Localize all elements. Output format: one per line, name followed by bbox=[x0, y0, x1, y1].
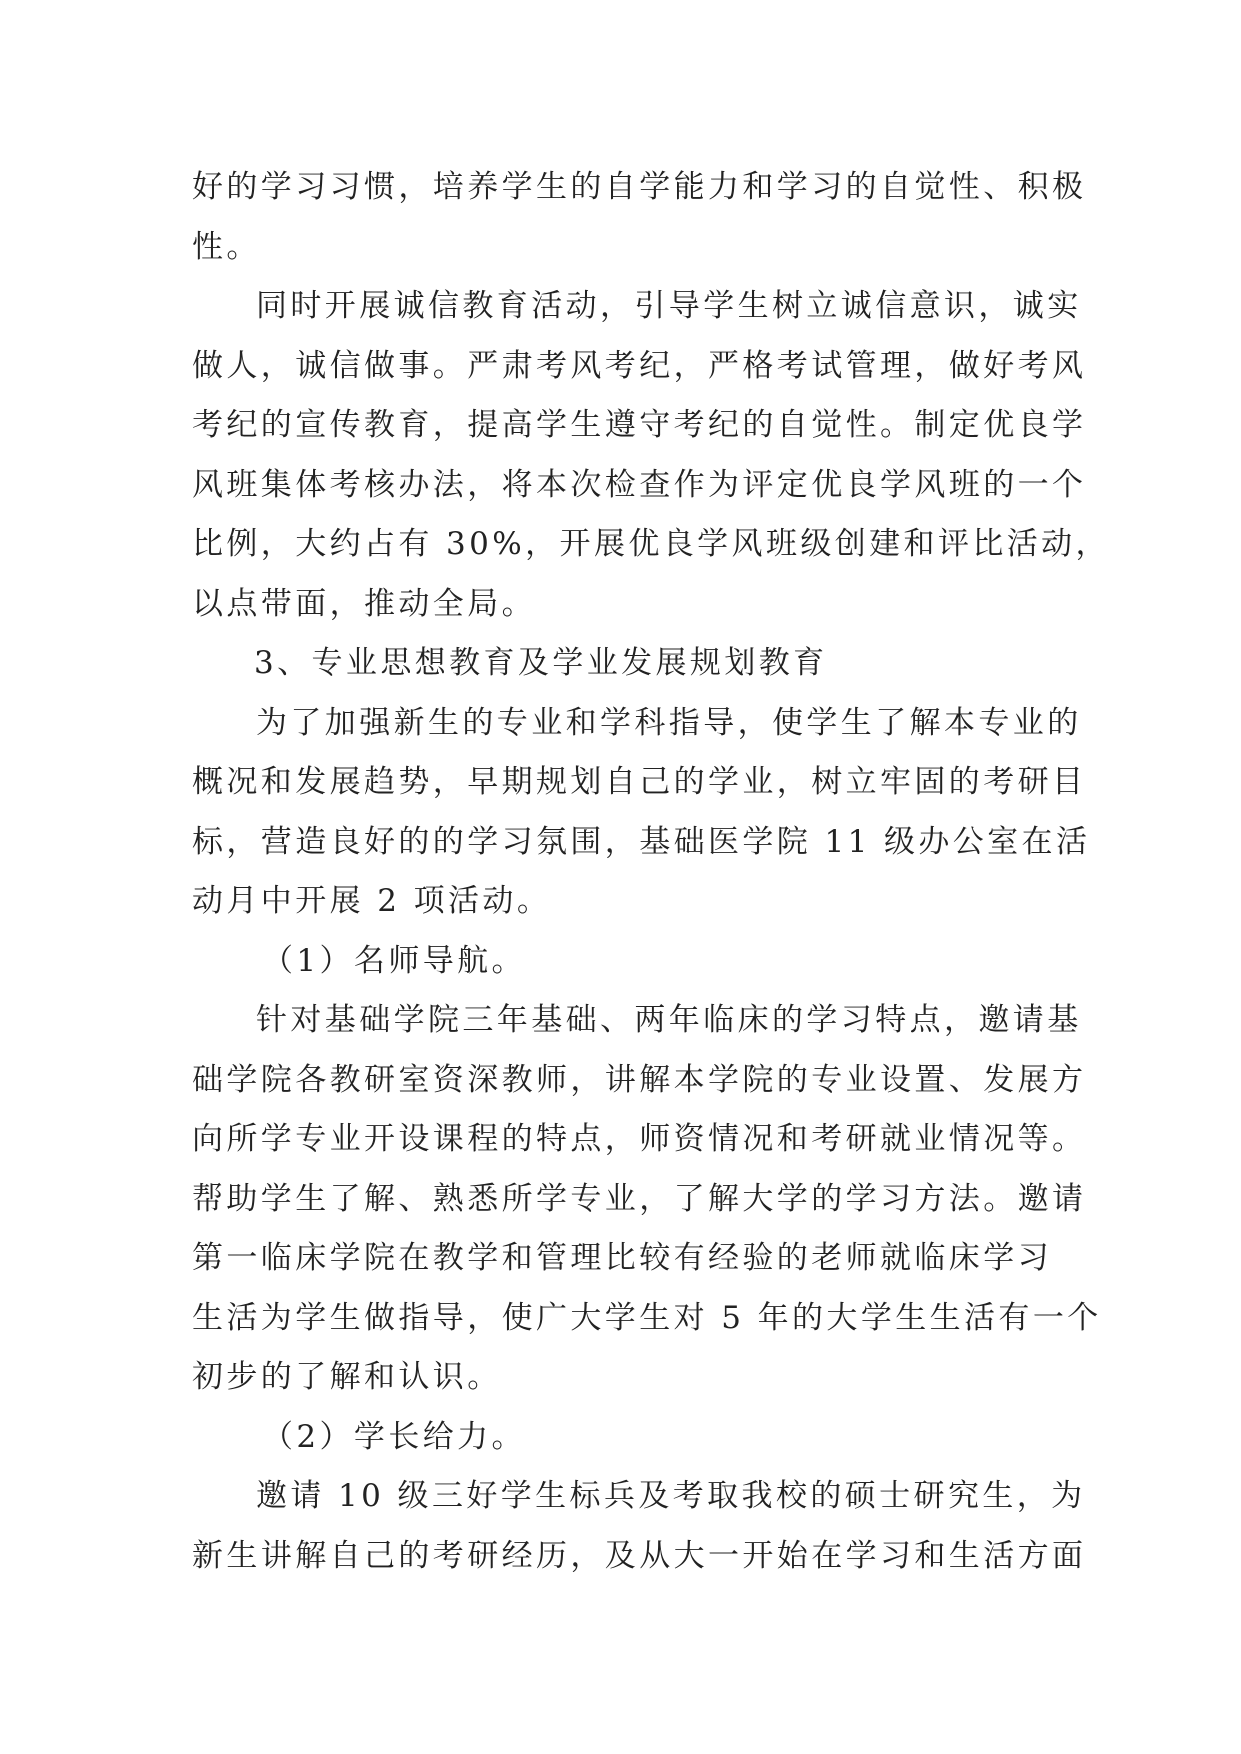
text-line: 初步的了解和认识。 bbox=[192, 1359, 502, 1395]
text-line: 比例，大约占有 30%，开展优良学风班级创建和评比活动， bbox=[192, 526, 1110, 562]
text-line: 生活为学生做指导，使广大学生对 5 年的大学生生活有一个 bbox=[192, 1299, 1102, 1336]
text-line: 第一临床学院在教学和管理比较有经验的老师就临床学习 bbox=[192, 1240, 1052, 1276]
paragraph-integrity-education bbox=[192, 277, 1110, 634]
text-line: 概况和发展趋势，早期规划自己的学业，树立牢固的考研目 bbox=[192, 764, 1087, 800]
text-line: 针对基础学院三年基础、两年临床的学习特点，邀请基 bbox=[256, 1002, 1082, 1038]
paragraph-teacher-guidance bbox=[192, 991, 1102, 1408]
text-line: 础学院各教研室资深教师，讲解本学院的专业设置、发展方 bbox=[192, 1061, 1087, 1098]
text-line: 标，营造良好的的学习氛围，基础医学院 11 级办公室在活 bbox=[192, 823, 1091, 860]
text-line: 好的学习习惯，培养学生的自学能力和学习的自觉性、积极 bbox=[192, 169, 1087, 205]
text-line: 做人，诚信做事。严肃考风考纪，严格考试管理，做好考风 bbox=[192, 347, 1087, 384]
document-page bbox=[192, 158, 1110, 1586]
text-line: 以点带面，推动全局。 bbox=[192, 585, 536, 622]
paragraph-senior-students bbox=[192, 1467, 1092, 1586]
text-line: 向所学专业开设课程的特点，师资情况和考研就业情况等。 bbox=[192, 1121, 1087, 1157]
text-line: 为了加强新生的专业和学科指导，使学生了解本专业的 bbox=[256, 704, 1082, 741]
text-line: 新生讲解自己的考研经历，及从大一开始在学习和生活方面 bbox=[192, 1537, 1087, 1574]
paragraph-major-guidance bbox=[192, 694, 1092, 932]
paragraph-study-habits bbox=[192, 158, 1092, 277]
text-line: 帮助学生了解、熟悉所学专业，了解大学的学习方法。邀请 bbox=[192, 1180, 1087, 1217]
text-line: 同时开展诚信教育活动，引导学生树立诚信意识，诚实 bbox=[256, 288, 1082, 324]
text-line: 风班集体考核办法，将本次检查作为评定优良学风班的一个 bbox=[192, 466, 1087, 503]
text-line: 考纪的宣传教育，提高学生遵守考纪的自觉性。制定优良学 bbox=[192, 407, 1087, 443]
subheading: （1）名师导航。 bbox=[262, 942, 526, 979]
text-line: 动月中开展 2 项活动。 bbox=[192, 883, 552, 919]
text-line: 性。 bbox=[192, 228, 261, 265]
text-line: 邀请 10 级三好学生标兵及考取我校的硕士研究生，为 bbox=[256, 1478, 1086, 1514]
section-heading: 3、专业思想教育及学业发展规划教育 bbox=[254, 645, 828, 681]
subheading: （2）学长给力。 bbox=[262, 1418, 526, 1455]
